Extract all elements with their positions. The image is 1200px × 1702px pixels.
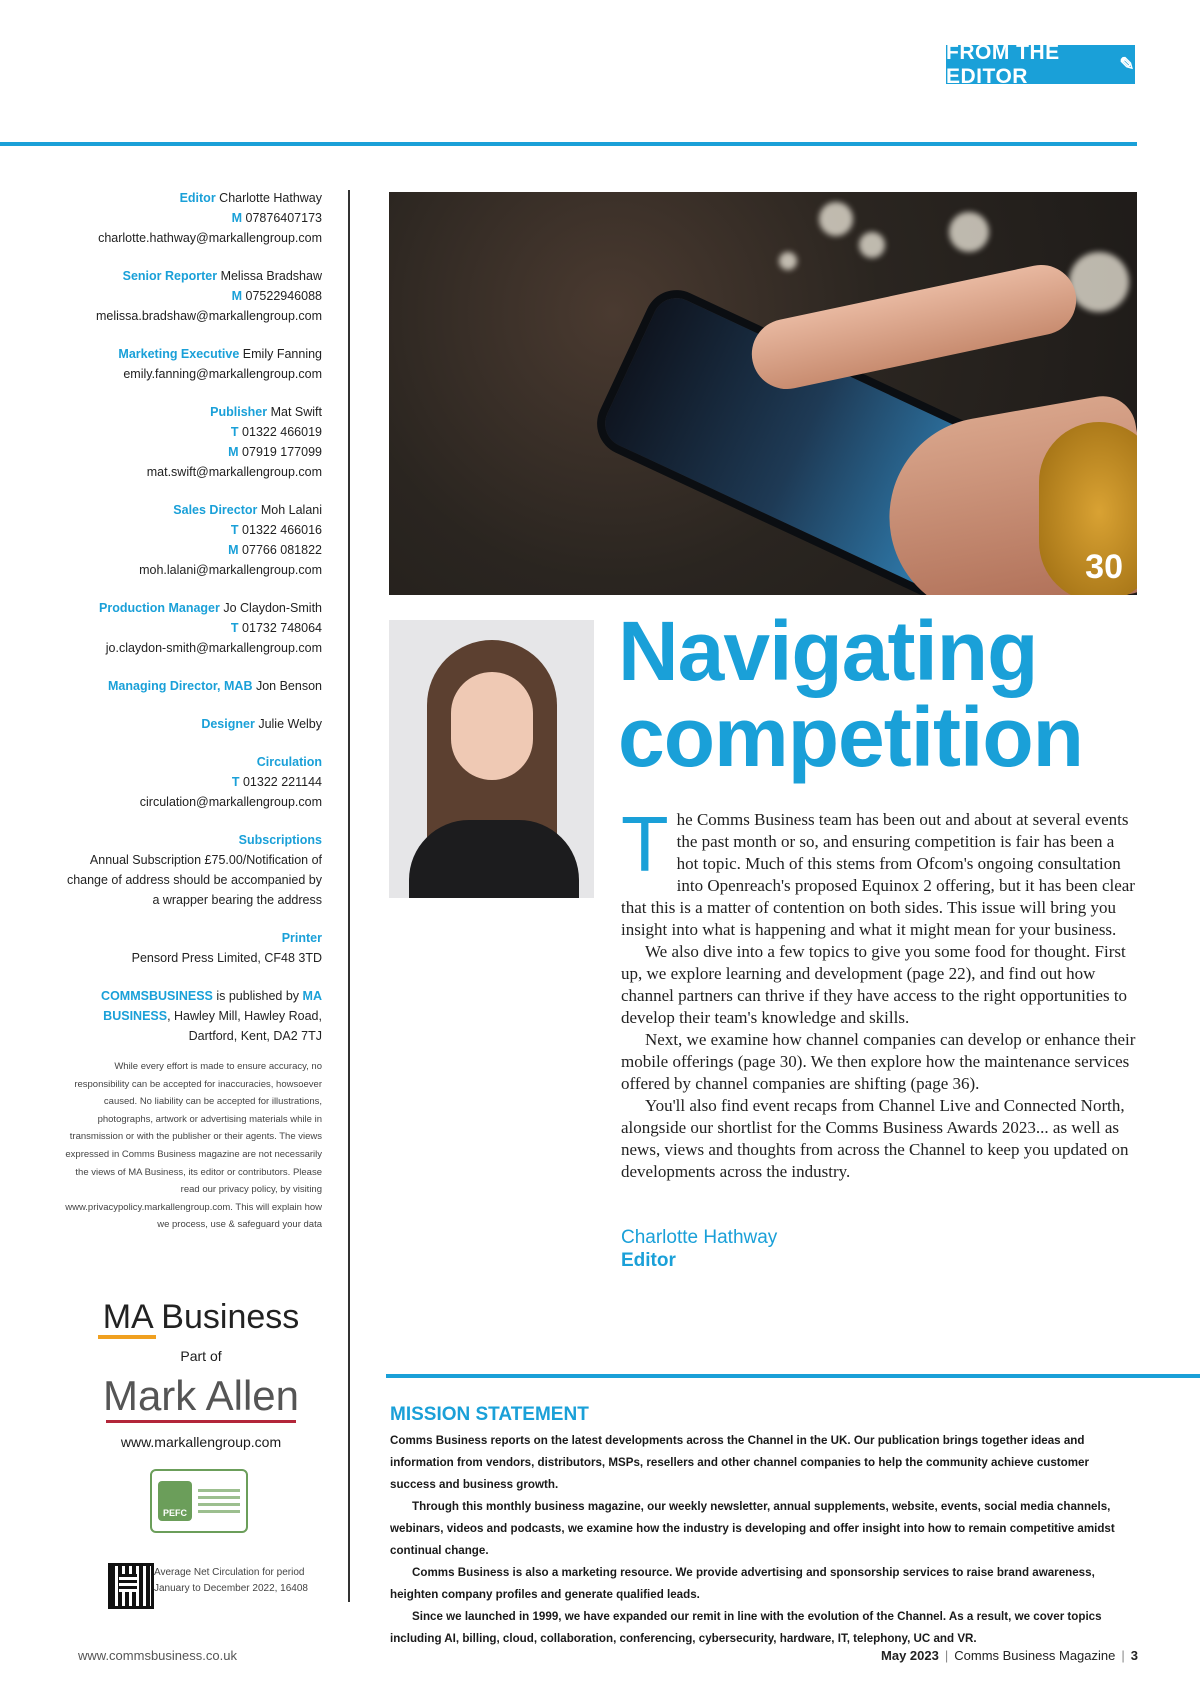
printer bbox=[60, 928, 322, 968]
masthead-sidebar bbox=[60, 188, 322, 1234]
publisher-address bbox=[60, 986, 322, 1046]
staff-name: Julie Welby bbox=[258, 717, 322, 731]
portrait-body bbox=[409, 820, 579, 898]
mission-statement bbox=[390, 1430, 1130, 1650]
phone-type: M bbox=[228, 445, 239, 459]
phone-number: 01322 466019 bbox=[242, 425, 322, 439]
mission-paragraph: Comms Business is also a marketing resource. We provide advertising and sponsorship services to raise brand awareness, heighten company profiles and generate qualified leads. bbox=[390, 1566, 1095, 1601]
staff-production bbox=[60, 598, 322, 658]
staff-designer bbox=[60, 714, 322, 734]
signature-name: Charlotte Hathway bbox=[621, 1227, 778, 1248]
signature-title: Editor bbox=[621, 1250, 676, 1271]
role-label: Designer bbox=[201, 717, 255, 731]
staff-marketing bbox=[60, 344, 322, 384]
subscriptions-text: Annual Subscription £75.00/Notification of change of address should be accompanied by a wrapper bearing the address bbox=[66, 853, 322, 907]
phone-number: 01322 466016 bbox=[242, 523, 322, 537]
part-of-label: Part of bbox=[180, 1348, 222, 1364]
bokeh-light bbox=[779, 252, 797, 270]
phone-type: T bbox=[231, 775, 240, 789]
role-label: Publisher bbox=[210, 405, 268, 419]
article-paragraph: Next, we examine how channel companies can develop or enhance their mobile offerings (page 30). We then explore how the maintenance services offered by channel companies are shifting (page 36). bbox=[621, 1030, 1136, 1093]
issue-month: May 2023 bbox=[881, 1648, 939, 1663]
mission-paragraph: Comms Business reports on the latest developments across the Channel in the UK. Our publication brings together ideas and information from vendors, distributors, MSPs, resellers and other channel companies to help the community achieve customer success and business growth. bbox=[390, 1434, 1090, 1491]
article-body bbox=[621, 800, 1137, 1183]
phone-number: 07766 081822 bbox=[242, 543, 322, 557]
staff-managing-director bbox=[60, 676, 322, 696]
magazine-name: Comms Business Magazine bbox=[954, 1648, 1116, 1663]
phone-number: 01732 748064 bbox=[242, 621, 322, 635]
email-link[interactable]: moh.lalani@markallengroup.com bbox=[139, 563, 322, 577]
portrait-face bbox=[451, 672, 533, 780]
group-website-link[interactable]: www.markallengroup.com bbox=[120, 1434, 282, 1450]
mission-paragraph: Through this monthly business magazine, our weekly newsletter, annual supplements, website, events, social media channels, webinars, videos and podcasts, we examine how the industry is developing and offer insight into how to remain competitive amidst continual change. bbox=[390, 1500, 1115, 1557]
staff-name: Moh Lalani bbox=[260, 503, 322, 517]
article-paragraph-text: he Comms Business team has been out and about at several events the past month or so, and ensuring competition is fair has been a hot topic. Much of this stems from Ofcom's ongoing consultation into Openreach's proposed Equinox 2 offering, but it has been clear that this is a matter of contention on both sides. This issue will bring you insight into what is happening and what it might mean for your business. bbox=[621, 810, 1135, 939]
pefc-certification-badge bbox=[150, 1469, 248, 1533]
ma-business-wordmark: MA Business bbox=[102, 1298, 300, 1336]
phone-number: 01322 221144 bbox=[242, 775, 322, 789]
role-label: Subscriptions bbox=[238, 833, 322, 847]
staff-name: Mat Swift bbox=[270, 405, 322, 419]
staff-name: Emily Fanning bbox=[242, 347, 322, 361]
phone-number: 07919 177099 bbox=[242, 445, 322, 459]
role-label: Sales Director bbox=[173, 503, 258, 517]
staff-publisher bbox=[60, 402, 322, 482]
role-label: Production Manager bbox=[99, 601, 220, 615]
qr-code-icon bbox=[108, 1563, 154, 1609]
logo-bar bbox=[106, 1420, 296, 1423]
bokeh-light bbox=[1069, 252, 1129, 312]
published-by: is published by bbox=[216, 989, 300, 1003]
company-name: MA BUSINESS bbox=[103, 989, 322, 1023]
separator: | bbox=[944, 1648, 949, 1663]
bokeh-light bbox=[819, 202, 853, 236]
staff-name: Jo Claydon-Smith bbox=[223, 601, 322, 615]
bokeh-light bbox=[949, 212, 989, 252]
phone-type: T bbox=[230, 425, 239, 439]
phone-number: 07876407173 bbox=[245, 211, 322, 225]
role-label: Marketing Executive bbox=[118, 347, 240, 361]
role-label: Editor bbox=[179, 191, 216, 205]
footer-folio bbox=[881, 1648, 1138, 1663]
editor-portrait bbox=[389, 620, 594, 898]
pefc-fineprint bbox=[198, 1485, 240, 1517]
phone-type: M bbox=[228, 543, 239, 557]
section-tag bbox=[946, 40, 1135, 88]
mark-allen-logo bbox=[96, 1372, 306, 1423]
email-link[interactable]: circulation@markallengroup.com bbox=[139, 795, 322, 809]
separator: | bbox=[1121, 1648, 1125, 1663]
drop-cap: T bbox=[621, 800, 669, 888]
staff-senior-reporter bbox=[60, 266, 322, 326]
article-headline: Navigating competition bbox=[618, 604, 1083, 784]
role-label: Senior Reporter bbox=[122, 269, 218, 283]
email-link[interactable]: jo.claydon-smith@markallengroup.com bbox=[105, 641, 322, 655]
printer-name: Pensord Press Limited, CF48 3TD bbox=[131, 951, 322, 965]
phone-type: M bbox=[231, 211, 243, 225]
role-label: Circulation bbox=[256, 755, 322, 769]
article-paragraph: You'll also find event recaps from Channel Live and Connected North, alongside our shortlist for the Comms Business Awards 2023... as well as news, views and thoughts from across the Channel to keep you updated on developments across the industry. bbox=[621, 1096, 1129, 1181]
circulation-note: Average Net Circulation for period January to December 2022, 16408 bbox=[154, 1567, 308, 1594]
bokeh-light bbox=[859, 232, 885, 258]
mark-allen-wordmark: Mark Allen bbox=[102, 1372, 300, 1419]
ma-business-logo bbox=[96, 1298, 306, 1339]
pefc-label: PEFC bbox=[162, 1508, 187, 1518]
phone-number: 07522946088 bbox=[245, 289, 322, 303]
email-link[interactable]: charlotte.hathway@markallengroup.com bbox=[98, 231, 322, 245]
mission-divider bbox=[386, 1374, 1200, 1378]
phone-type: T bbox=[230, 523, 239, 537]
article-paragraph: We also dive into a few topics to give you some food for thought. First up, we explore learning and development (page 22), and find out how channel partners can thrive if they have access to the right opportunities to develop their team's knowledge and skills. bbox=[621, 942, 1128, 1027]
role-label: Printer bbox=[281, 931, 322, 945]
phone-type: M bbox=[231, 289, 243, 303]
mission-heading: MISSION STATEMENT bbox=[390, 1404, 589, 1425]
staff-editor bbox=[60, 188, 322, 248]
staff-name: Melissa Bradshaw bbox=[220, 269, 322, 283]
disclaimer: While every effort is made to ensure accuracy, no responsibility can be accepted for inaccuracies, howsoever caused. No liability can be accepted for illustrations, photographs, artwork or advertising materials while in transmission or with the publisher or their agents. The views expressed in Comms Business magazine are not necessarily the views of MA Business, its editor or contributors. Please read our privacy policy, by visiting www.privacypolicy.markallengroup.com. This will explain how we process, use & safeguard your data bbox=[65, 1061, 322, 1231]
footer-website-link[interactable]: www.commsbusiness.co.uk bbox=[78, 1648, 237, 1663]
top-divider bbox=[0, 142, 1137, 146]
pefc-tree-icon bbox=[158, 1481, 192, 1521]
phone-type: T bbox=[230, 621, 239, 635]
section-tag-label: FROM THE EDITOR bbox=[946, 40, 1060, 88]
role-label: Managing Director, MAB bbox=[108, 679, 253, 693]
email-link[interactable]: emily.fanning@markallengroup.com bbox=[123, 367, 322, 381]
pencil-icon: ✎ bbox=[1119, 54, 1135, 74]
page-reference: 30 bbox=[1085, 548, 1123, 586]
staff-name: Charlotte Hathway bbox=[219, 191, 322, 205]
company-address: , Hawley Mill, Hawley Road, Dartford, Kent, DA2 7TJ bbox=[167, 1009, 322, 1043]
brand-name: COMMSBUSINESS bbox=[101, 989, 213, 1003]
hero-photo-smartphone bbox=[389, 192, 1137, 595]
email-link[interactable]: melissa.bradshaw@markallengroup.com bbox=[96, 309, 322, 323]
article-paragraph bbox=[621, 800, 1137, 941]
editor-signature bbox=[621, 1226, 777, 1272]
page-number: 3 bbox=[1130, 1648, 1138, 1663]
staff-sales bbox=[60, 500, 322, 580]
staff-name: Jon Benson bbox=[255, 679, 322, 693]
mission-paragraph: Since we launched in 1999, we have expanded our remit in line with the evolution of the Channel. As a result, we cover topics including AI, billing, cloud, collaboration, conferencing, cybersecurity, hardware, IT, telephony, UC and VR. bbox=[390, 1610, 1102, 1645]
subscriptions bbox=[60, 830, 322, 910]
email-link[interactable]: mat.swift@markallengroup.com bbox=[146, 465, 322, 479]
finger bbox=[745, 258, 1082, 395]
staff-circulation bbox=[60, 752, 322, 812]
sidebar-divider bbox=[348, 190, 350, 1602]
